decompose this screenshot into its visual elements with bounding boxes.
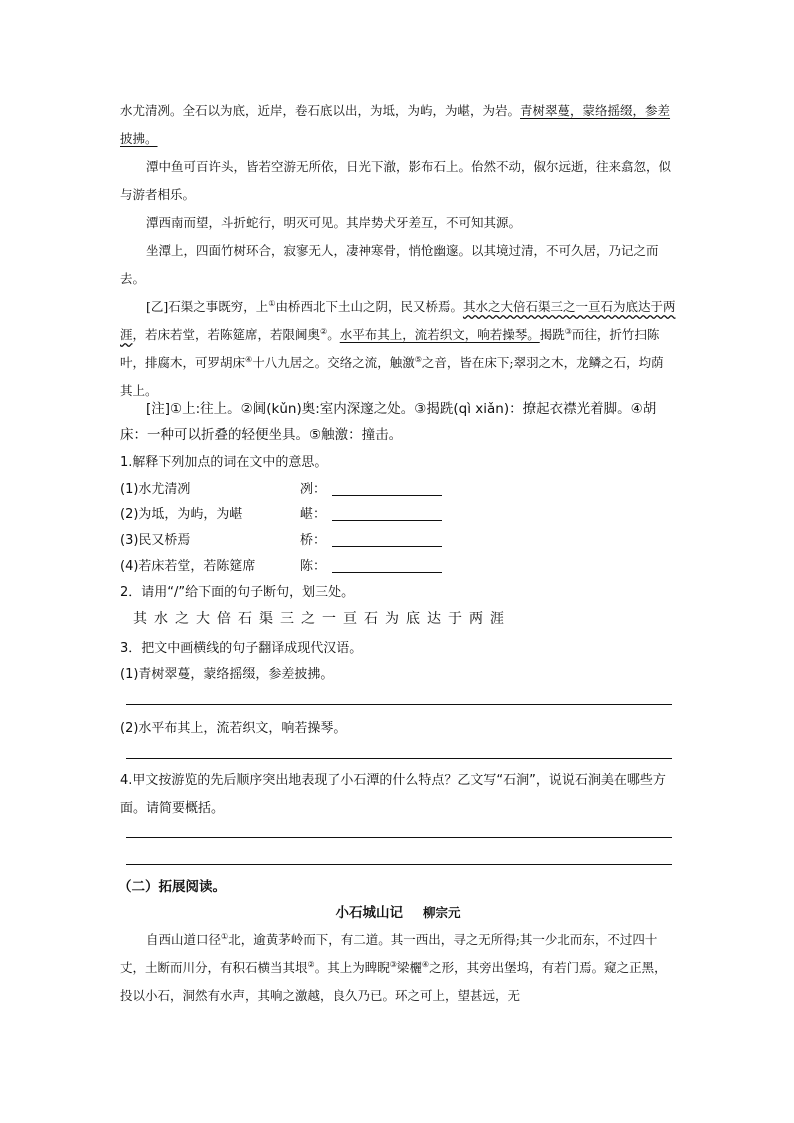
passage-jia-p2: 潭中鱼可百许头，皆若空游无所依，日光下澈，影布石上。佁然不动，俶尔远逝，往来翕忽，似与游者相乐。	[120, 159, 672, 202]
section-heading: （二）拓展阅读。	[118, 879, 226, 895]
footnote-mark: ②	[320, 326, 328, 336]
article-author: 柳宗元	[422, 905, 461, 920]
footnote-mark: ⑤	[414, 354, 422, 364]
q3-item-2: (2)水平布其上，流若织文，响若操琴。	[120, 721, 347, 736]
passage-text: 之形，其旁出堡坞，有若门焉。窥之正黑，投以小石，洞然有水声，其响之激越，良久乃已。环之可上，望甚远，无	[120, 960, 667, 1003]
answer-line[interactable]	[126, 864, 672, 865]
passage-text: 梁欐	[396, 960, 422, 975]
q2-sentence[interactable]: 其水之大倍石渠三之一亘石为底达于两涯	[133, 611, 511, 627]
passage-text: 。其上为睥睨	[314, 960, 390, 975]
underlined-sentence-1: 青树翠蔓，蒙络摇缀，参差披拂。	[120, 103, 671, 146]
footnote-mark: ④	[421, 959, 430, 969]
passage-jia-p3: 潭西南而望，斗折蛇行，明灭可见。其岸势犬牙差互，不可知其源。	[146, 215, 522, 230]
passage-text: 十八九居之。交络之流，触激	[252, 355, 415, 370]
q1-item-text: (4)若床若堂，若陈筵席	[120, 559, 256, 574]
question-3: 3．把文中画横线的句子翻译成现代汉语。	[120, 641, 363, 656]
passage-text: 。	[327, 327, 340, 342]
q1-item-word: 陈：	[300, 559, 327, 574]
footnote-mark: ②	[307, 959, 315, 969]
answer-line[interactable]	[126, 758, 672, 759]
passage-yi	[120, 293, 676, 405]
answer-line[interactable]	[126, 704, 672, 705]
section2-passage	[120, 926, 676, 1010]
wavy-underlined-sentence: 其水之大倍石渠三之一亘石为底达于两涯	[120, 299, 676, 342]
q1-item-word: 嵁：	[300, 507, 327, 522]
passage-text: ，若床若堂，若陈筵席，若限阃奥	[132, 327, 321, 342]
passage-text: [乙]石渠之事既穷，上	[146, 299, 269, 314]
passage-text: 水尤清冽。全石以为底，近岸，卷石底以出，为坻，为屿，为嵁，为岩。	[120, 103, 521, 118]
q1-item-word: 冽：	[300, 482, 327, 497]
passage-jia-p4: 坐潭上，四面竹树环合，寂寥无人，凄神寒骨，悄怆幽邃。以其境过清，不可久居，乃记之而去。	[120, 243, 659, 286]
question-4: 4.甲文按游览的先后顺序突出地表现了小石潭的什么特点？乙文写“石涧”，说说石涧美在哪些方面。请简要概括。	[120, 773, 666, 816]
footnote-mark: ③	[564, 326, 572, 336]
answer-blank[interactable]	[332, 558, 442, 573]
q1-item-text: (1)水尤清冽	[120, 482, 191, 497]
footnote-mark: ④	[245, 354, 253, 364]
article-title: 小石城山记	[335, 905, 403, 921]
passage-text: 之音，皆在床下;翠羽之木，龙鳞之石，均荫其上。	[120, 355, 664, 398]
q1-item-text: (3)民又桥焉	[120, 533, 191, 548]
q1-item-text: (2)为坻，为屿，为嵁	[120, 507, 243, 522]
question-2: 2．请用“/”给下面的句子断句，划三处。	[120, 585, 355, 600]
answer-blank[interactable]	[332, 532, 442, 547]
passage-jia-p1	[120, 97, 676, 153]
answer-blank[interactable]	[332, 481, 442, 496]
passage-text: 揭跣	[539, 327, 565, 342]
question-1: 1.解释下列加点的词在文中的意思。	[120, 455, 328, 470]
q3-item-1: (1)青树翠蔓，蒙络摇缀，参差披拂。	[120, 667, 334, 682]
footnote-mark: ①	[221, 931, 229, 941]
article-title-line	[120, 900, 676, 926]
passage-text: 北，逾黄茅岭而下，有二道。其一西出，寻之无所得;其一少北而东，不过四十丈，土断而川分，有积石横当其垠	[120, 932, 658, 975]
annotation-notes: [注]①上:往上。②阃(kǔn)奥:室内深邃之处。③揭跣(qì xiǎn)：撩起衣襟光着脚。④胡床：一种可以折叠的轻便坐具。⑤触激：撞击。	[120, 401, 657, 443]
q1-item-word: 桥：	[300, 533, 327, 548]
passage-text: 由桥西北下土山之阴，民又桥焉。	[275, 299, 463, 314]
answer-line[interactable]	[126, 837, 672, 838]
underlined-sentence-2: 水平布其上，流若织文，响若操琴。	[339, 327, 540, 342]
passage-text: 而往，折竹扫陈叶，排腐木，可罗胡床	[120, 327, 660, 370]
footnote-mark: ①	[268, 298, 276, 308]
footnote-mark: ③	[389, 959, 397, 969]
passage-text: 自西山道口径	[146, 932, 222, 947]
answer-blank[interactable]	[332, 506, 442, 521]
